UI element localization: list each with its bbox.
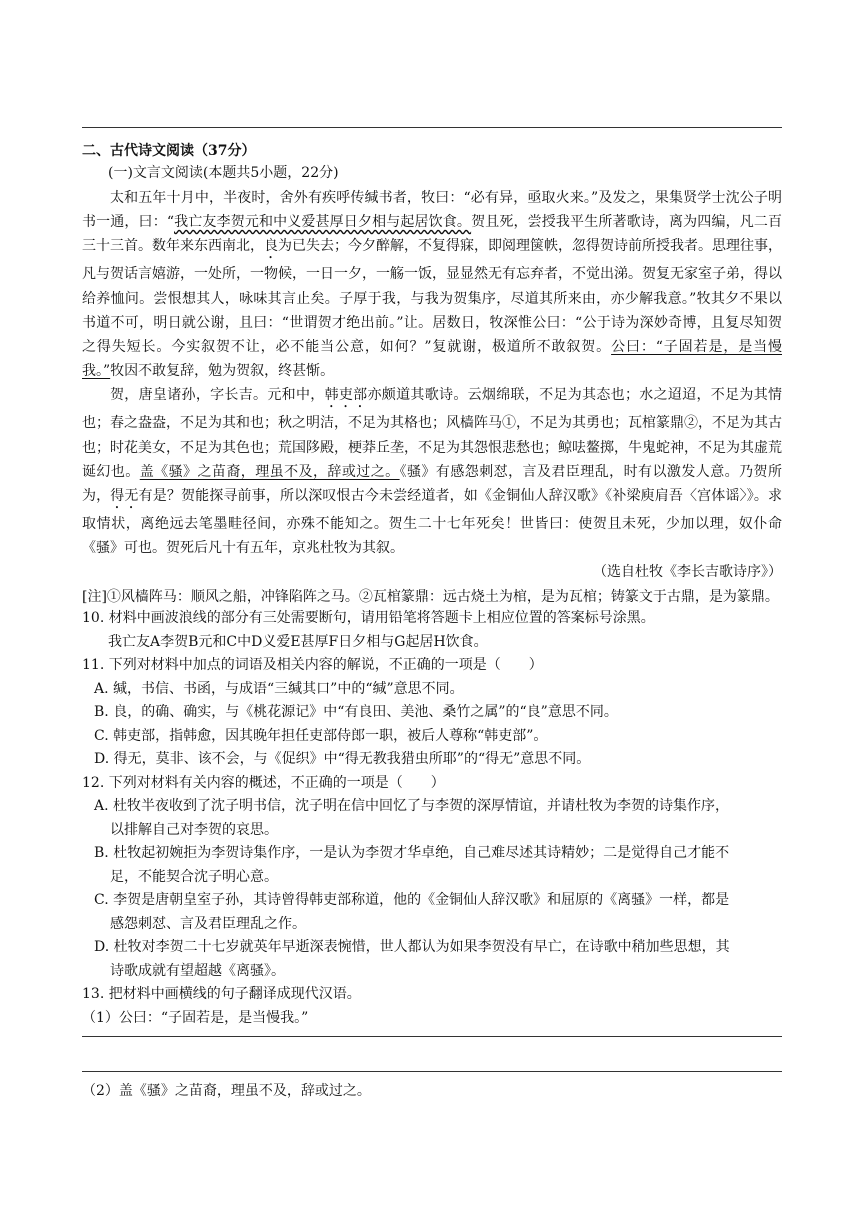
answer-line-2[interactable]: [82, 1071, 782, 1072]
question-13-part-2-block: [82, 1080, 782, 1104]
question-11-option-c: C. 韩吏部，指韩愈，因其晚年担任吏部侍郎一职，被后人尊称“韩吏部”。: [94, 727, 548, 744]
question-13-part-2: （2）盖《骚》之苗裔，理虽不及，辞或过之。: [82, 1083, 371, 1099]
underlined-sentence-2: 盖《骚》之苗裔，理虽不及，辞或过之。: [139, 463, 400, 480]
question-13-part-1: （1）公曰：“子固若是，是当慢我。”: [82, 1009, 309, 1026]
answer-line-1[interactable]: [82, 1036, 782, 1037]
question-12-option-d: D. 杜牧对李贺二十七岁就英年早逝深表惋惜，世人都认为如果李贺没有早亡，在诗歌中稍加些思想，其 诗歌成就有望超越《离骚》。: [94, 939, 730, 979]
question-10-sentence: 我亡友A李贺B元和C中D义爱E甚厚F日夕相与G起居H饮食。: [108, 633, 488, 650]
questions-block: [82, 607, 782, 1030]
subsection-heading: (一)文言文阅读(本题共5小题，22分): [108, 165, 339, 181]
section-title: 二、古代诗文阅读（37分）: [82, 143, 256, 159]
wavy-underlined-sentence: 我亡友李贺元和中义爱甚厚日夕相与起居饮食。: [174, 214, 472, 231]
question-11-option-d: D. 得无，莫非、该不会，与《促织》中“得无教我猎虫所耶”的“得无”意思不同。: [94, 751, 591, 767]
question-11: 11. 下列对材料中加点的词语及相关内容的解说，不正确的一项是（ ）: [82, 657, 543, 673]
passage-note: [注]①风樯阵马：顺风之船，冲锋陷阵之马。②瓦棺篆鼎：远古烧土为棺，是为瓦棺；铸篆文于古鼎，是为篆鼎。: [82, 588, 779, 605]
passage-source: （选自杜牧《李长吉歌诗序》）: [593, 564, 782, 581]
question-12-option-b: B. 杜牧起初婉拒为李贺诗集作序，一是认为李贺才华卓绝，自己难尽述其诗精妙；二是觉得自己才能不 足，不能契合沈子明心意。: [94, 845, 730, 885]
dotted-word-dewu: 得无: [110, 488, 139, 505]
question-13: 13. 把材料中画横线的句子翻译成现代汉语。: [82, 986, 361, 1002]
passage-paragraph-1: 太和五年十月中，半夜时，舍外有疾呼传缄书者，牧曰：“必有异，亟取火来。”及发之，果集贤学士沈公子明书一通，曰：“我亡友李贺元和中义爱甚厚日夕相与起居饮食。贺且死，尝授我平生所著歌诗，离为四编，凡二百三十三首。数年来东西南北，良为已失去；今夕醉解，不复得寐，即阅理箧帙，忽得贺诗前所授我者。思理往事，凡与贺话言嬉游，一处所，一物候，一日一夕，一觞一饭，显显然无有忘弃者，不觉出涕。贺复无家室子弟，得以给养恤问。尝恨想其人，咏味其言止矣。子厚于我，与我为贺集序，尽道其所来由，亦少解我意。”牧其夕不果以书道不可，明日就公谢，且曰：“世谓贺才绝出前。”让。居数日，牧深惟公曰：“公于诗为深妙奇博，且复尽知贺之得失短长。今实叙贺不让，必不能当公意，如何？”复就谢，极道所不敢叙贺。公曰：“子固若是，是当慢我。”牧因不敢复辞，勉为贺叙，终甚惭。: [82, 190, 783, 380]
top-rule: [82, 127, 782, 128]
question-11-option-b: B. 良，的确、确实，与《桃花源记》中“有良田、美池、桑竹之属”的“良”意思不同。: [94, 704, 618, 720]
question-12: 12. 下列对材料有关内容的概述，不正确的一项是（ ）: [82, 774, 445, 791]
dotted-word-liang: 良: [264, 238, 278, 255]
question-11-option-a: A. 缄，书信、书函，与成语“三缄其口”中的“缄”意思不同。: [94, 680, 464, 697]
question-12-option-c: C. 李贺是唐朝皇室子孙，其诗曾得韩吏部称道，他的《金铜仙人辞汉歌》和屈原的《离骚》一样，都是 感怨刺怼、言及君臣理乱之作。: [94, 892, 730, 932]
question-12-option-a: A. 杜牧半夜收到了沈子明书信，沈子明在信中回忆了与李贺的深厚情谊，并请杜牧为李贺的诗集作序， 以排解自己对李贺的哀思。: [94, 798, 730, 838]
classical-passage: [82, 186, 782, 609]
question-10: 10. 材料中画波浪线的部分有三处需要断句，请用铅笔将答题卡上相应位置的答案标号涂黑。: [82, 610, 655, 626]
passage-paragraph-2: 贺，唐皇诸孙，字长吉。元和中，韩吏部亦颇道其歌诗。云烟绵联，不足为其态也；水之迢迢，不足为其情也；春之盎盎，不足为其和也；秋之明洁，不足为其格也；风樯阵马①，不足为其勇也；瓦棺篆鼎②，不足为其古也；时花美女，不足为其色也；荒国陊殿，梗莽丘垄，不足为其怨恨悲愁也；鲸呿鳌掷，牛鬼蛇神，不足为其虚荒诞幻也。盖《骚》之苗裔，理虽不及，辞或过之。《骚》有感怨刺怼，言及君臣理乱，时有以激发人意。乃贺所为，得无有是？贺能探寻前事，所以深叹恨古今未尝经道者，如《金铜仙人辞汉歌》《补梁庾肩吾〈宫体谣〉》。求取情状，离绝远去笔墨畦径间，亦殊不能知之。贺生二十七年死矣！世皆曰：使贺且未死，少加以理，奴仆命《骚》可也。贺死后凡十有五年，京兆杜牧为其叙。: [82, 387, 783, 557]
dotted-word-hanlibu: 韩吏部: [324, 387, 368, 404]
underlined-sentence-1: 公曰：“子固若是，是当慢我。”: [82, 339, 782, 380]
